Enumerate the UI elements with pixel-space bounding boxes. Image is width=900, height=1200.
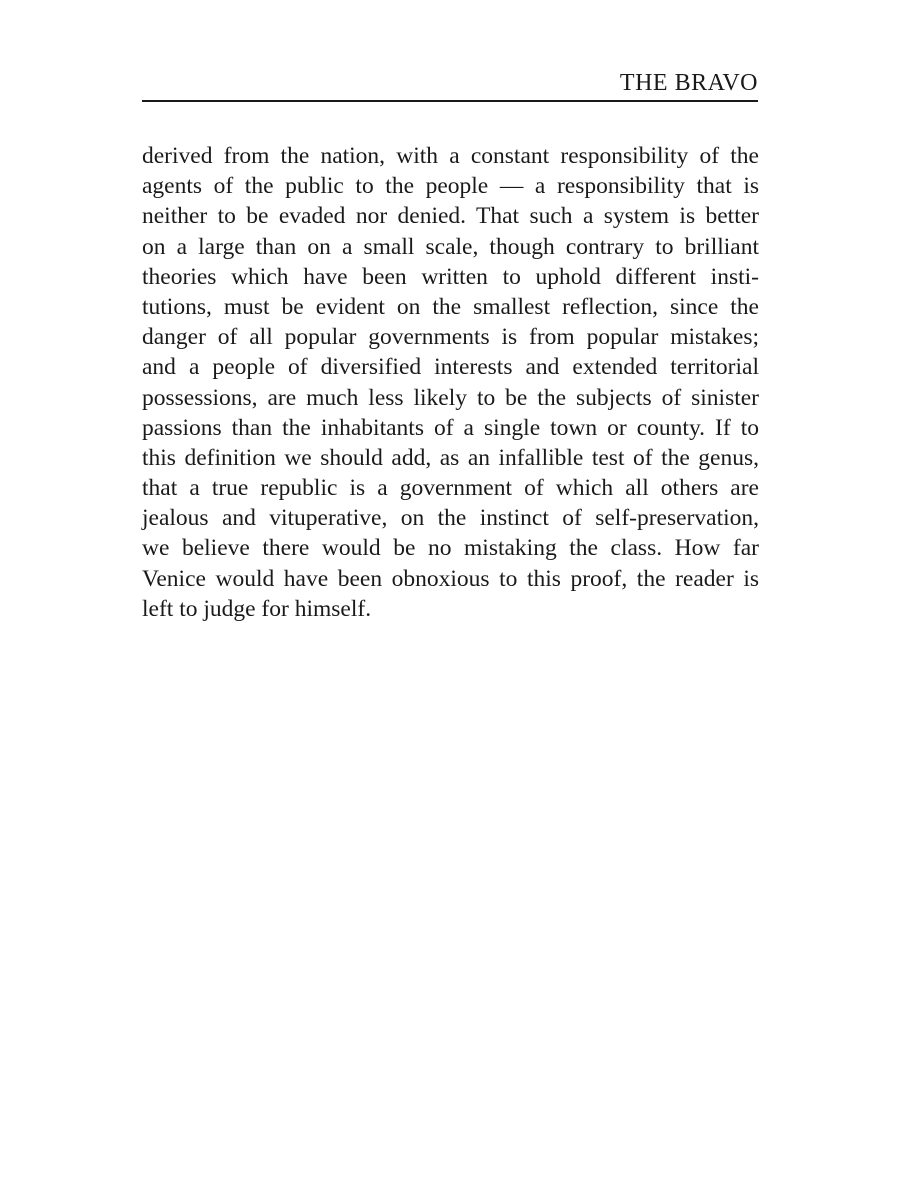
text-line: danger of all popular governments is from popular mistakes; xyxy=(142,324,759,351)
text-line: neither to be evaded nor denied. That such a system is better xyxy=(142,203,759,230)
text-line: tutions, must be evident on the smallest reflection, since the xyxy=(142,293,759,320)
text-line: derived from the nation, with a constant responsibility of the xyxy=(142,143,759,169)
text-line: jealous and vituperative, on the instinct of self-preservation, xyxy=(142,505,759,532)
text-line: theories which have been written to uphold different insti- xyxy=(142,263,759,290)
text-line: this definition we should add, as an infallible test of the genus, xyxy=(142,444,759,471)
text-line: left to judge for himself. xyxy=(142,595,372,622)
header-rule xyxy=(142,100,758,102)
text-line: agents of the public to the people — a responsibility that is xyxy=(142,173,759,200)
running-header-title: THE BRAVO xyxy=(619,70,758,96)
text-line: Venice would have been obnoxious to this proof, the reader is xyxy=(142,565,759,592)
body-paragraph xyxy=(142,141,759,624)
text-line: we believe there would be no mistaking the class. How far xyxy=(142,535,759,562)
text-line: and a people of diversified interests and extended territorial xyxy=(142,354,759,381)
text-line: that a true republic is a government of which all others are xyxy=(142,475,759,502)
text-line: possessions, are much less likely to be the subjects of sinister xyxy=(142,384,759,411)
text-line: on a large than on a small scale, though contrary to brilliant xyxy=(142,233,759,260)
text-line: passions than the inhabitants of a single town or county. If to xyxy=(142,414,759,441)
